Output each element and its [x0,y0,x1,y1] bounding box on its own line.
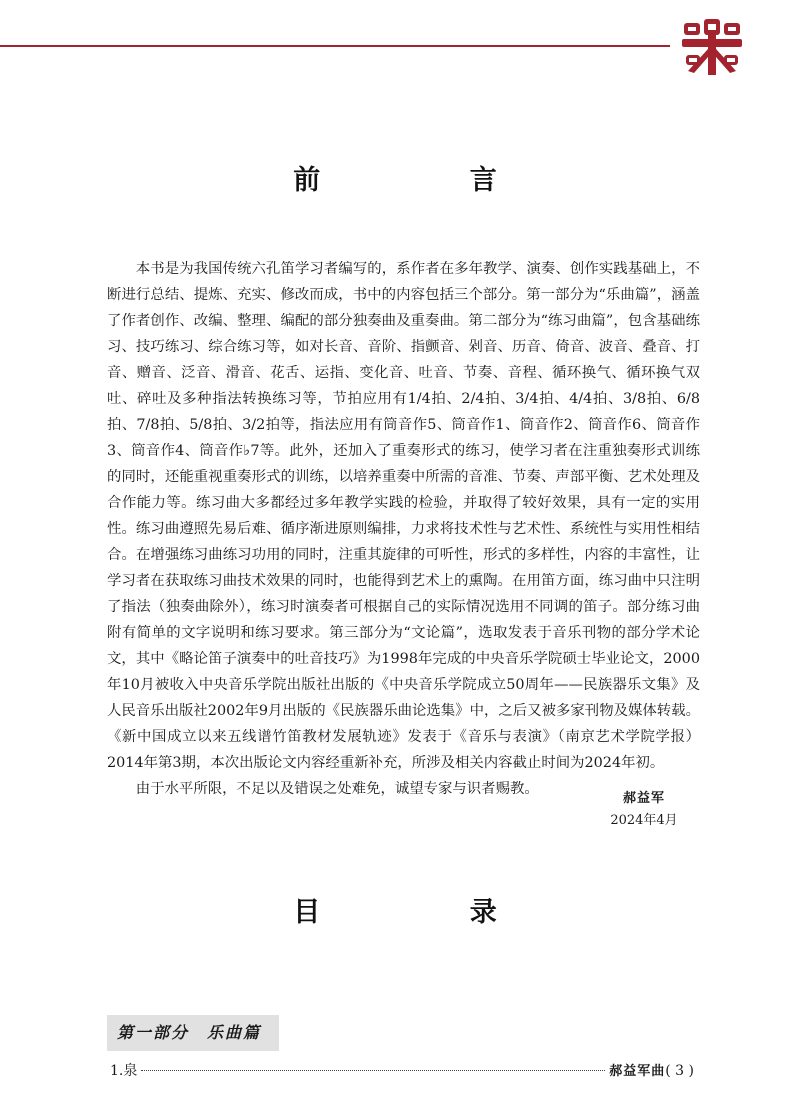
toc-section-heading: 第一部分 乐曲篇 [107,1015,279,1051]
ornamental-seal-icon [682,17,742,75]
toc-dot-leader [141,1070,605,1071]
toc-entry-page: ( 3 ) [665,1063,694,1079]
author-name: 郝益军 [622,791,665,806]
preface-title: 前 言 [293,165,567,196]
preface-paragraph: 由于水平所限，不足以及错误之处难免，诚望专家与识者赐教。 [135,781,539,797]
signature-date: 2024年4月 [610,813,678,828]
toc-entry-title: 泉 [123,1063,138,1079]
toc-title: 目 录 [293,897,567,928]
signature-block [606,788,682,832]
preface-paragraph: 本书是为我国传统六孔笛学习者编写的，系作者在多年教学、演奏、创作实践基础上，不断进行总结、提炼、充实、修改而成，书中的内容包括三个部分。第一部分为“乐曲篇”，涵盖了作者创作、改编、整理、编配的部分独奏曲及重奏曲。第二部分为“练习曲篇”，包含基础练习、技巧练习、综合练习等，如对长音、音阶、指颤音、剁音、历音、倚音、波音、叠音、打音、赠音、泛音、滑音、花舌、运指、变化音、吐音、节奏、音程、循环换气、循环换气双吐、碎吐及多种指法转换练习等，节拍应用有1/4拍、2/4拍、3/4拍、4/4拍、3/8拍、6/8拍、7/8拍、5/8拍、3/2拍等，指法应用有筒音作5、筒音作1、筒音作2、筒音作6、筒音作3、筒音作4、筒音作♭7等。此外，还加入了重奏形式的练习，使学习者在注重独奏形式训练的同时，还能重视重奏形式的训练，以培养重奏中所需的音准、节奏、声部平衡、艺术处理及合作能力等。练习曲大多都经过多年教学实践的检验，并取得了较好效果，具有一定的实用性。练习曲遵照先易后难、循序渐进原则编排，力求将技术性与艺术性、系统性与实用性相结合。在增强练习曲练习功用的同时，注重其旋律的可听性，形式的多样性，内容的丰富性，让学习者在获取练习曲技术效果的同时，也能得到艺术上的熏陶。在用笛方面，练习曲中只注明了指法（独奏曲除外），练习时演奏者可根据自己的实际情况选用不同调的笛子。部分练习曲附有简单的文字说明和练习要求。第三部分为“文论篇”，选取发表于音乐刊物的部分学术论文，其中《略论笛子演奏中的吐音技巧》为1998年完成的中央音乐学院硕士毕业论文，2000年10月被收入中央音乐学院出版社出版的《中央音乐学院成立50周年——民族器乐文集》及人民音乐出版社2002年9月出版的《民族器乐曲论选集》中，之后又被多家刊物及媒体转载。《新中国成立以来五线谱竹笛教材发展轨迹》发表于《音乐与表演》（南京艺术学院学报）2014年第3期，本次出版论文内容经重新补充，所涉及相关内容截止时间为2024年初。 [107,261,700,771]
toc-entry-composer: 郝益军曲 [609,1064,666,1079]
toc-entry-number: 1. [110,1063,124,1079]
toc-entry[interactable] [110,1060,694,1082]
header-rule [0,45,670,47]
preface-body [107,256,700,802]
